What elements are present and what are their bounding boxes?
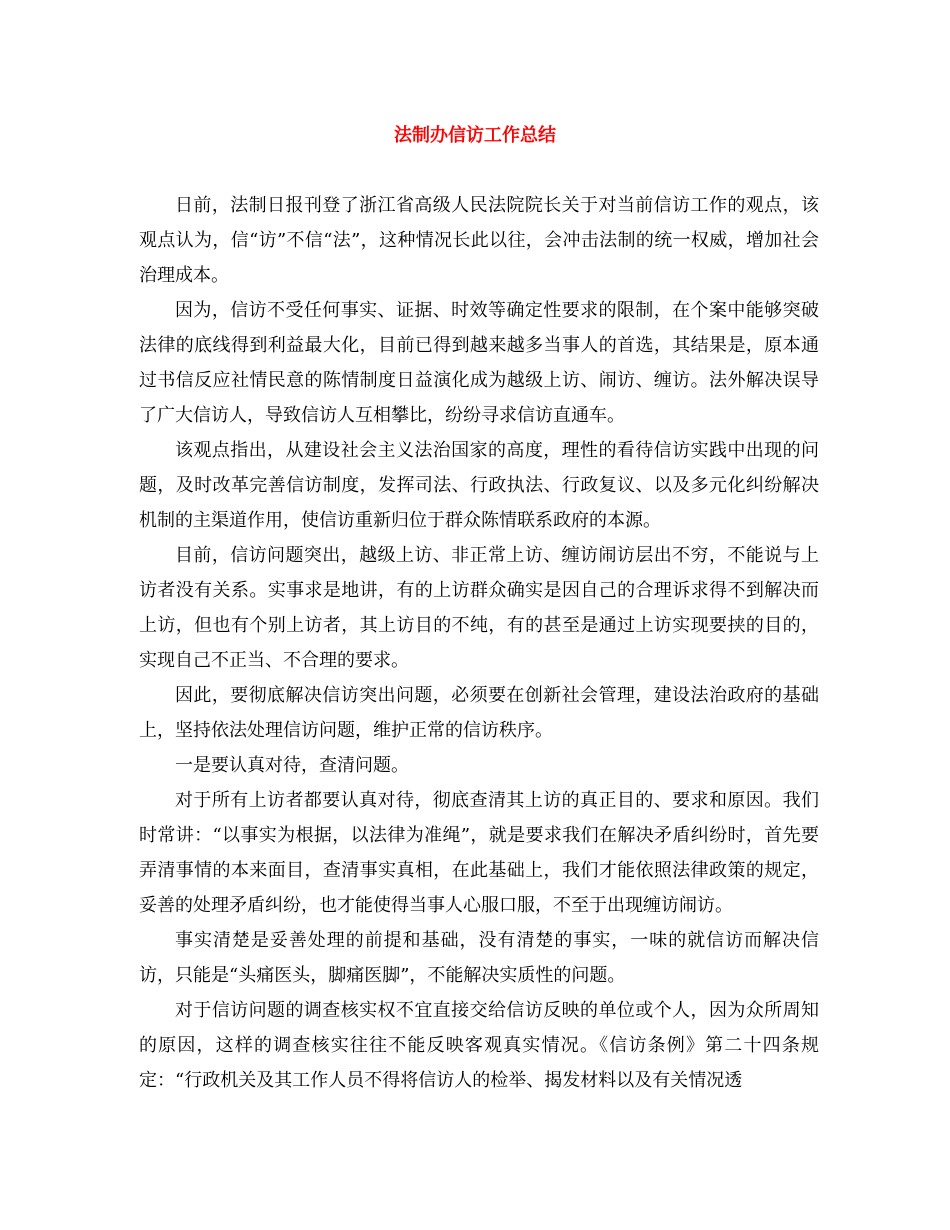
paragraph: 日前，法制日报刊登了浙江省高级人民法院院长关于对当前信访工作的观点，该观点认为，信“访”不信“法”，这种情况长此以往，会冲击法制的统一权威，增加社会治理成本。 <box>139 195 819 286</box>
paragraph: 对于信访问题的调查核实权不宜直接交给信访反映的单位或个人，因为众所周知的原因，这样的调查核实往往不能反映客观真实情况。《信访条例》第二十四条规定：“行政机关及其工作人员不得将信访人的检举、揭发材料以及有关情况透 <box>139 1000 819 1091</box>
document-body <box>139 188 819 1098</box>
paragraph: 一是要认真对待，查清问题。 <box>175 755 409 776</box>
paragraph: 目前，信访问题突出，越级上访、非正常上访、缠访闹访层出不穷，不能说与上访者没有关系。实事求是地讲，有的上访群众确实是因自己的合理诉求得不到解决而上访，但也有个别上访者，其上访目的不纯，有的甚至是通过上访实现要挟的目的，实现自己不正当、不合理的要求。 <box>139 545 819 671</box>
paragraph: 事实清楚是妥善处理的前提和基础，没有清楚的事实，一味的就信访而解决信访，只能是“头痛医头，脚痛医脚”，不能解决实质性的问题。 <box>139 930 819 986</box>
document-title: 法制办信访工作总结 <box>394 125 556 146</box>
paragraph: 因为，信访不受任何事实、证据、时效等确定性要求的限制，在个案中能够突破法律的底线得到利益最大化，目前已得到越来越多当事人的首选，其结果是，原本通过书信反应社情民意的陈情制度日益演化成为越级上访、闹访、缠访。法外解决误导了广大信访人，导致信访人互相攀比，纷纷寻求信访直通车。 <box>139 300 819 426</box>
paragraph: 该观点指出，从建设社会主义法治国家的高度，理性的看待信访实践中出现的问题，及时改革完善信访制度，发挥司法、行政执法、行政复议、以及多元化纠纷解决机制的主渠道作用，使信访重新归位于群众陈情联系政府的本源。 <box>139 440 819 531</box>
paragraph: 因此，要彻底解决信访突出问题，必须要在创新社会管理，建设法治政府的基础上，坚持依法处理信访问题，维护正常的信访秩序。 <box>139 685 819 741</box>
paragraph: 对于所有上访者都要认真对待，彻底查清其上访的真正目的、要求和原因。我们时常讲：“以事实为根据，以法律为准绳”，就是要求我们在解决矛盾纠纷时，首先要弄清事情的本来面目，查清事实真相，在此基础上，我们才能依照法律政策的规定，妥善的处理矛盾纠纷，也才能使得当事人心服口服，不至于出现缠访闹访。 <box>139 790 819 916</box>
